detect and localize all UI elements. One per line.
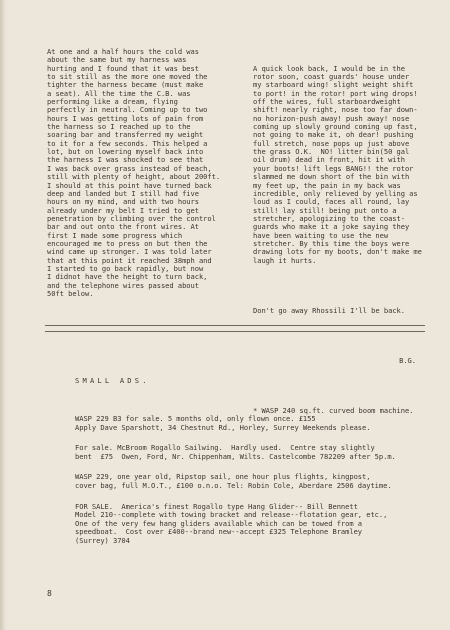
left-text-column bbox=[47, 48, 232, 298]
ad-line: (Surrey) 3704 bbox=[75, 535, 130, 545]
right-column-line: off the wires, full starboardweight bbox=[253, 97, 401, 107]
right-column-line: stretcher. By this time the boys were bbox=[253, 238, 410, 248]
left-column-line: hours I was getting lots of pain from bbox=[47, 113, 204, 123]
page-number: 8 bbox=[47, 589, 52, 598]
right-column-line: no horizon-push away! push away! nose bbox=[253, 113, 410, 123]
classified-ad bbox=[75, 503, 425, 546]
right-column-line: guards who make it a joke saying they bbox=[253, 222, 410, 232]
left-column-line: lot, but on lowering myself back into bbox=[47, 147, 204, 157]
right-column-line: slammed me down short of the bin with bbox=[253, 172, 410, 182]
left-column-line: already under my belt I tried to get bbox=[47, 205, 199, 215]
left-column-line: wind came up stronger. I was told later bbox=[47, 247, 212, 257]
right-column-line: stretcher, apologizing to the coast- bbox=[253, 213, 405, 223]
left-column-line: deep and landed but I still had five bbox=[47, 188, 199, 198]
small-ads-section bbox=[75, 360, 425, 575]
left-column-line: perfectly in neutral. Coming up to two bbox=[47, 105, 208, 115]
left-column-line: a seat). All the time the C.B. was bbox=[47, 88, 191, 98]
page-edge-shadow bbox=[0, 0, 6, 630]
section-divider-bottom bbox=[45, 331, 425, 332]
right-column-line: still! lay still! being put onto a bbox=[253, 205, 397, 215]
left-column-line: to it for a few seconds. This helped a bbox=[47, 138, 208, 148]
left-column-line: about the same but my harness was bbox=[47, 55, 187, 65]
ads-list bbox=[75, 415, 425, 546]
left-column-line: first I made some progress which bbox=[47, 230, 183, 240]
footnote: * WASP 240 sq.ft. curved boom machine. bbox=[253, 405, 414, 415]
left-column-line: I started to go back rapidly, but now bbox=[47, 263, 204, 273]
right-column-line: drawing lots for my boots, don't make me bbox=[253, 247, 422, 257]
section-divider-top bbox=[45, 325, 425, 326]
ad-line: One of the very few hang gliders available which can be towed from a bbox=[75, 518, 363, 528]
right-column-line: your boots! lift legs BANG!! the rotor bbox=[253, 163, 414, 173]
left-column-line: 50ft below. bbox=[47, 288, 94, 298]
left-column-line: encouraged me to press on but then the bbox=[47, 238, 208, 248]
classified-ad bbox=[75, 415, 425, 432]
left-column-line: I didnot have the height to turn back, bbox=[47, 272, 208, 282]
closing-line: Don't go away Rhossili I'll be back. bbox=[253, 305, 405, 315]
right-column-line: loud as I could, faces all round, lay bbox=[253, 197, 410, 207]
left-column-line: the harness so I reached up to the bbox=[47, 122, 191, 132]
right-column-line: shift! nearly right, nose too far down- bbox=[253, 105, 418, 115]
right-column-line: A quick look back, I would be in the bbox=[253, 63, 405, 73]
right-column-line: rotor soon, coast guards' house under bbox=[253, 72, 410, 82]
small-ads-heading: SMALL ADS. bbox=[75, 376, 150, 386]
classified-ad bbox=[75, 444, 425, 461]
right-column-line: to port! in the rotor! port wing drops! bbox=[253, 88, 418, 98]
ad-line: For sale. McBroom Rogallo Sailwing. Hardly used. Centre stay slightly bbox=[75, 443, 375, 453]
left-column-line: still with plenty of height, about 200ft. bbox=[47, 172, 221, 182]
ad-line: WASP 229 B3 for sale. 5 months old, only flown once. £155 bbox=[75, 413, 316, 423]
left-column-line: tighter the harness became (must make bbox=[47, 80, 204, 90]
left-column-line: penetration by climbing over the control bbox=[47, 213, 216, 223]
left-column-line: At one and a half hours the cold was bbox=[47, 47, 199, 56]
left-column-line: to sit still as the more one moved the bbox=[47, 72, 208, 82]
right-column-line: have been waiting to use the new bbox=[253, 230, 389, 240]
left-column-line: hurting and I found that it was best bbox=[47, 63, 199, 73]
right-column-line: my starboard wing! slight weight shift bbox=[253, 80, 414, 90]
left-column-line: I should at this point have turned back bbox=[47, 180, 212, 190]
right-column-line: full stretch, nose pops up just above bbox=[253, 138, 410, 148]
author-signature: B.G. bbox=[399, 355, 416, 365]
left-column-line: soaring bar and transferred my weight bbox=[47, 130, 204, 140]
ad-line: bent £75 Owen, Ford, Nr. Chippenham, Wilts. Castelcombe 782209 after 5p.m. bbox=[75, 451, 396, 461]
right-column-line: coming up slowly ground coming up fast, bbox=[253, 122, 418, 132]
right-column-line: my feet up, the pain in my back was bbox=[253, 180, 401, 190]
classified-ad bbox=[75, 473, 425, 490]
left-column-line: and the telephone wires passed about bbox=[47, 280, 199, 290]
right-column-body bbox=[253, 65, 428, 265]
right-column-line: incredible, only relieved by yelling as bbox=[253, 188, 418, 198]
right-column-line: laugh it hurts. bbox=[253, 255, 317, 265]
ad-line: Model 210--complete with towing bracket and release--flotation gear, etc., bbox=[75, 510, 388, 520]
ad-line: speedboat. Cost over £400--brand new--accept £325 Telephone Bramley bbox=[75, 527, 363, 537]
left-column-line: I was back over grass instead of beach, bbox=[47, 163, 212, 173]
ad-line: FOR SALE. America's finest Rogallo type Hang Glider-- Bill Bennett bbox=[75, 501, 358, 511]
right-column-line: not going to make it, oh dear! pushing bbox=[253, 130, 414, 140]
left-column-line: bar and out onto the front wires. At bbox=[47, 222, 199, 232]
left-column-line: hours on my mind, and with two hours bbox=[47, 197, 199, 207]
ad-line: cover bag, full M.O.T., £100 o.n.o. Tel: Robin Cole, Aberdare 2506 daytime. bbox=[75, 480, 392, 490]
left-column-line: the harness I was shocked to see that bbox=[47, 155, 204, 165]
right-column-line: the grass O.K. NO! litter bin(50 gal bbox=[253, 147, 410, 157]
left-column-line: that at this point it reached 38mph and bbox=[47, 255, 212, 265]
ad-line: WASP 229, one year old, Ripstop sail, one hour plus flights, kingpost, bbox=[75, 472, 371, 482]
ad-line: Apply Dave Sparshott, 34 Chestnut Rd., Horley, Surrey Weekends please. bbox=[75, 422, 371, 432]
left-column-line: performing like a dream, flying bbox=[47, 97, 178, 107]
right-column-line: oil drum) dead in front, hit it with bbox=[253, 155, 405, 165]
